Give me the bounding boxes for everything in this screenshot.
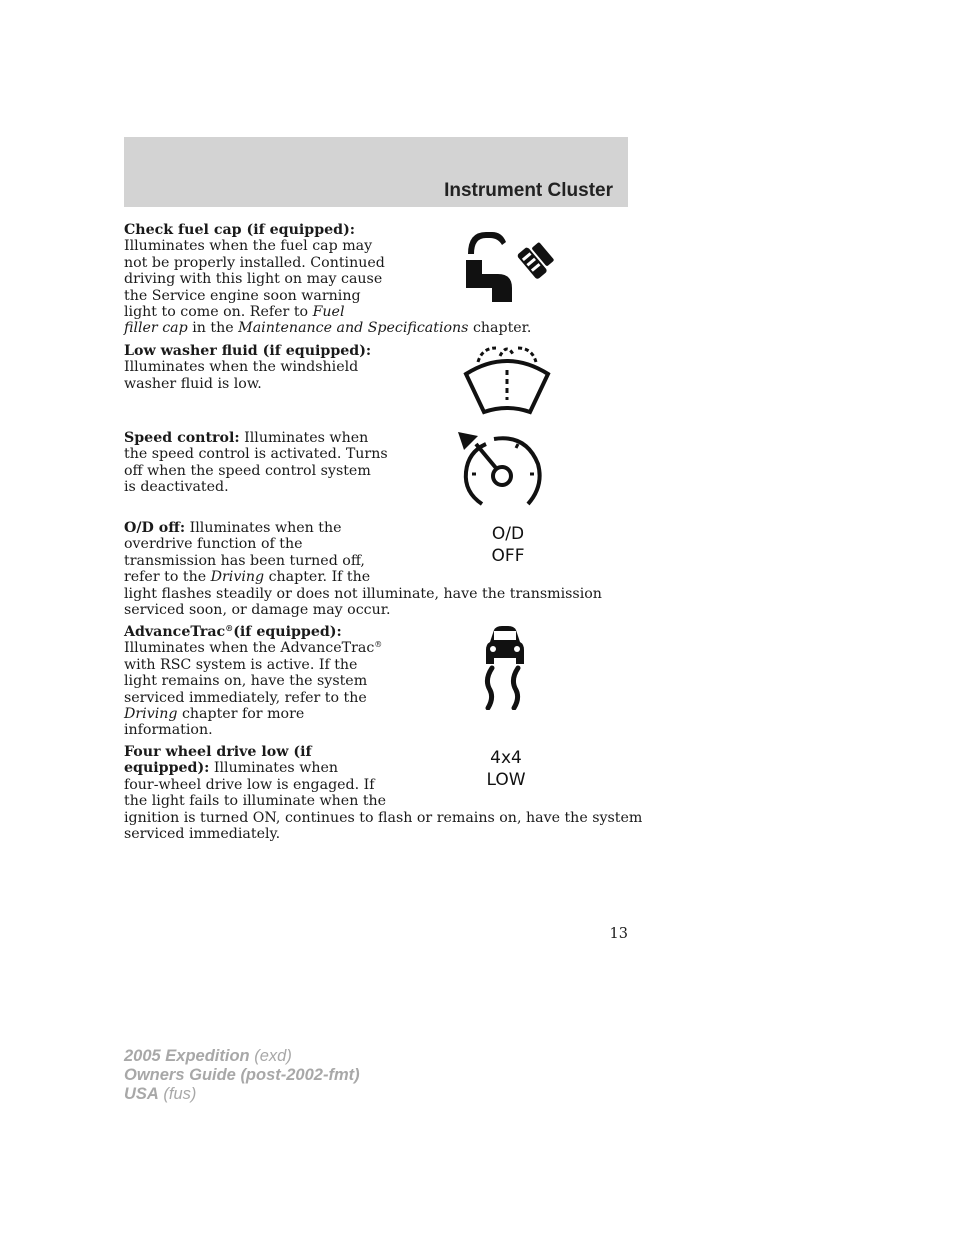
four-wheel-drive-low-section: Four wheel drive low (if equipped): Illuminates when four-wheel drive low is engaged. If the light fails to illuminate when the ignition is turned ON, continues to flash or remains on, have the system serviced immediately. — [124, 744, 643, 843]
four-wheel-drive-low-icon: 4x4 LOW — [486, 748, 526, 790]
page-number: 13 — [609, 926, 628, 942]
advancetrac-icon — [480, 624, 530, 710]
fuel-cap-icon — [462, 226, 560, 306]
od-off-icon: O/D OFF — [491, 524, 525, 566]
page-title: Instrument Cluster — [444, 180, 613, 201]
advancetrac-section: AdvanceTrac®(if equipped): Illuminates when the AdvanceTrac® with RSC system is active. If the light remains on, have the system serviced immediately, refer to the Driving chapter for more information. — [124, 623, 383, 739]
speed-control-section: Speed control: Illuminates when the speed control is activated. Turns off when the speed control system is deactivated. — [124, 430, 388, 496]
washer-fluid-section: Low washer fluid (if equipped): Illuminates when the windshield washer fluid is low. — [124, 343, 372, 392]
washer-fluid-icon — [462, 342, 552, 416]
speed-control-icon — [456, 430, 546, 508]
header-band — [124, 137, 628, 207]
od-off-section: O/D off: Illuminates when the overdrive function of the transmission has been turned off, refer to the Driving chapter. If the light flashes steadily or does not illuminate, have the transmission serviced soon, or damage may occur. — [124, 520, 602, 619]
fuel-cap-section: Check fuel cap (if equipped): Illuminates when the fuel cap may not be properly installed. Continued driving with this light on may cause the Service engine soon warning light to come on. Refer to Fuel filler cap in the Maintenance and Specifications chapter. — [124, 222, 532, 337]
footer: 2005 Expedition (exd) Owners Guide (post-2002-fmt) USA (fus) — [124, 1047, 360, 1103]
